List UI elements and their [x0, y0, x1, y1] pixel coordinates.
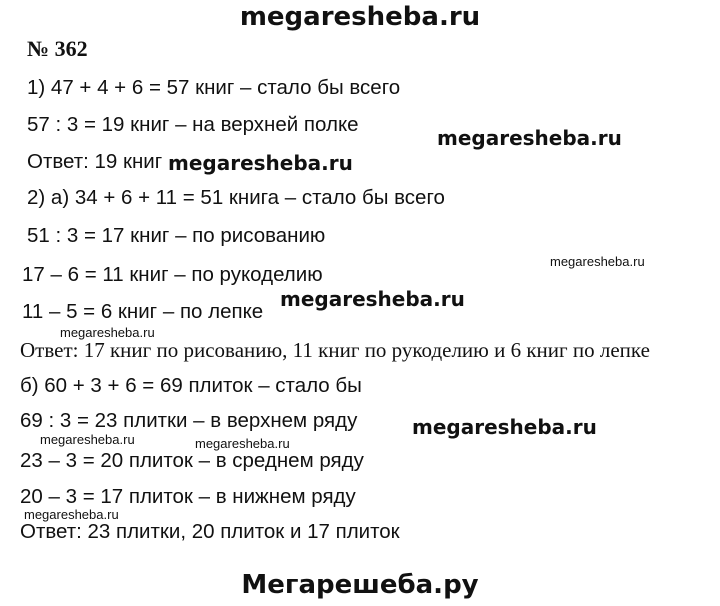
watermark-bold: megaresheba.ru [437, 126, 622, 150]
solution-line-8: 69 : 3 = 23 плитки – в верхнем ряду [20, 409, 358, 432]
solution-line-10: 20 – 3 = 17 плиток – в нижнем ряду [20, 485, 356, 508]
watermark-small: megaresheba.ru [24, 507, 119, 522]
watermark-small: megaresheba.ru [550, 254, 645, 269]
watermark-small: megaresheba.ru [40, 432, 135, 447]
answer-line-3: Ответ: 23 плитки, 20 плиток и 17 плиток [20, 520, 400, 543]
solution-line-3: 2) а) 34 + 6 + 11 = 51 книга – стало бы всего [27, 186, 445, 209]
footer-site-title: Мегарешеба.ру [241, 570, 479, 600]
solution-line-2: 57 : 3 = 19 книг – на верхней полке [27, 113, 359, 136]
solution-line-9: 23 – 3 = 20 плиток – в среднем ряду [20, 449, 364, 472]
solution-line-5: 17 – 6 = 11 книг – по рукоделию [22, 263, 323, 286]
watermark-bold: megaresheba.ru [168, 151, 353, 175]
solution-line-1: 1) 47 + 4 + 6 = 57 книг – стало бы всего [27, 76, 401, 99]
watermark-bold: megaresheba.ru [280, 287, 465, 311]
solution-line-6: 11 – 5 = 6 книг – по лепке [22, 300, 264, 323]
watermark-small: megaresheba.ru [60, 325, 155, 340]
header-site-title: megaresheba.ru [239, 2, 481, 32]
solution-line-7: б) 60 + 3 + 6 = 69 плиток – стало бы [20, 374, 362, 397]
solution-line-4: 51 : 3 = 17 книг – по рисованию [27, 224, 326, 247]
task-number: № 362 [27, 36, 88, 61]
watermark-small: megaresheba.ru [195, 436, 290, 451]
watermark-bold: megaresheba.ru [412, 415, 597, 439]
answer-line-2: Ответ: 17 книг по рисованию, 11 книг по рукоделию и 6 книг по лепке [20, 338, 650, 362]
answer-line-1: Ответ: 19 книг [27, 150, 163, 173]
